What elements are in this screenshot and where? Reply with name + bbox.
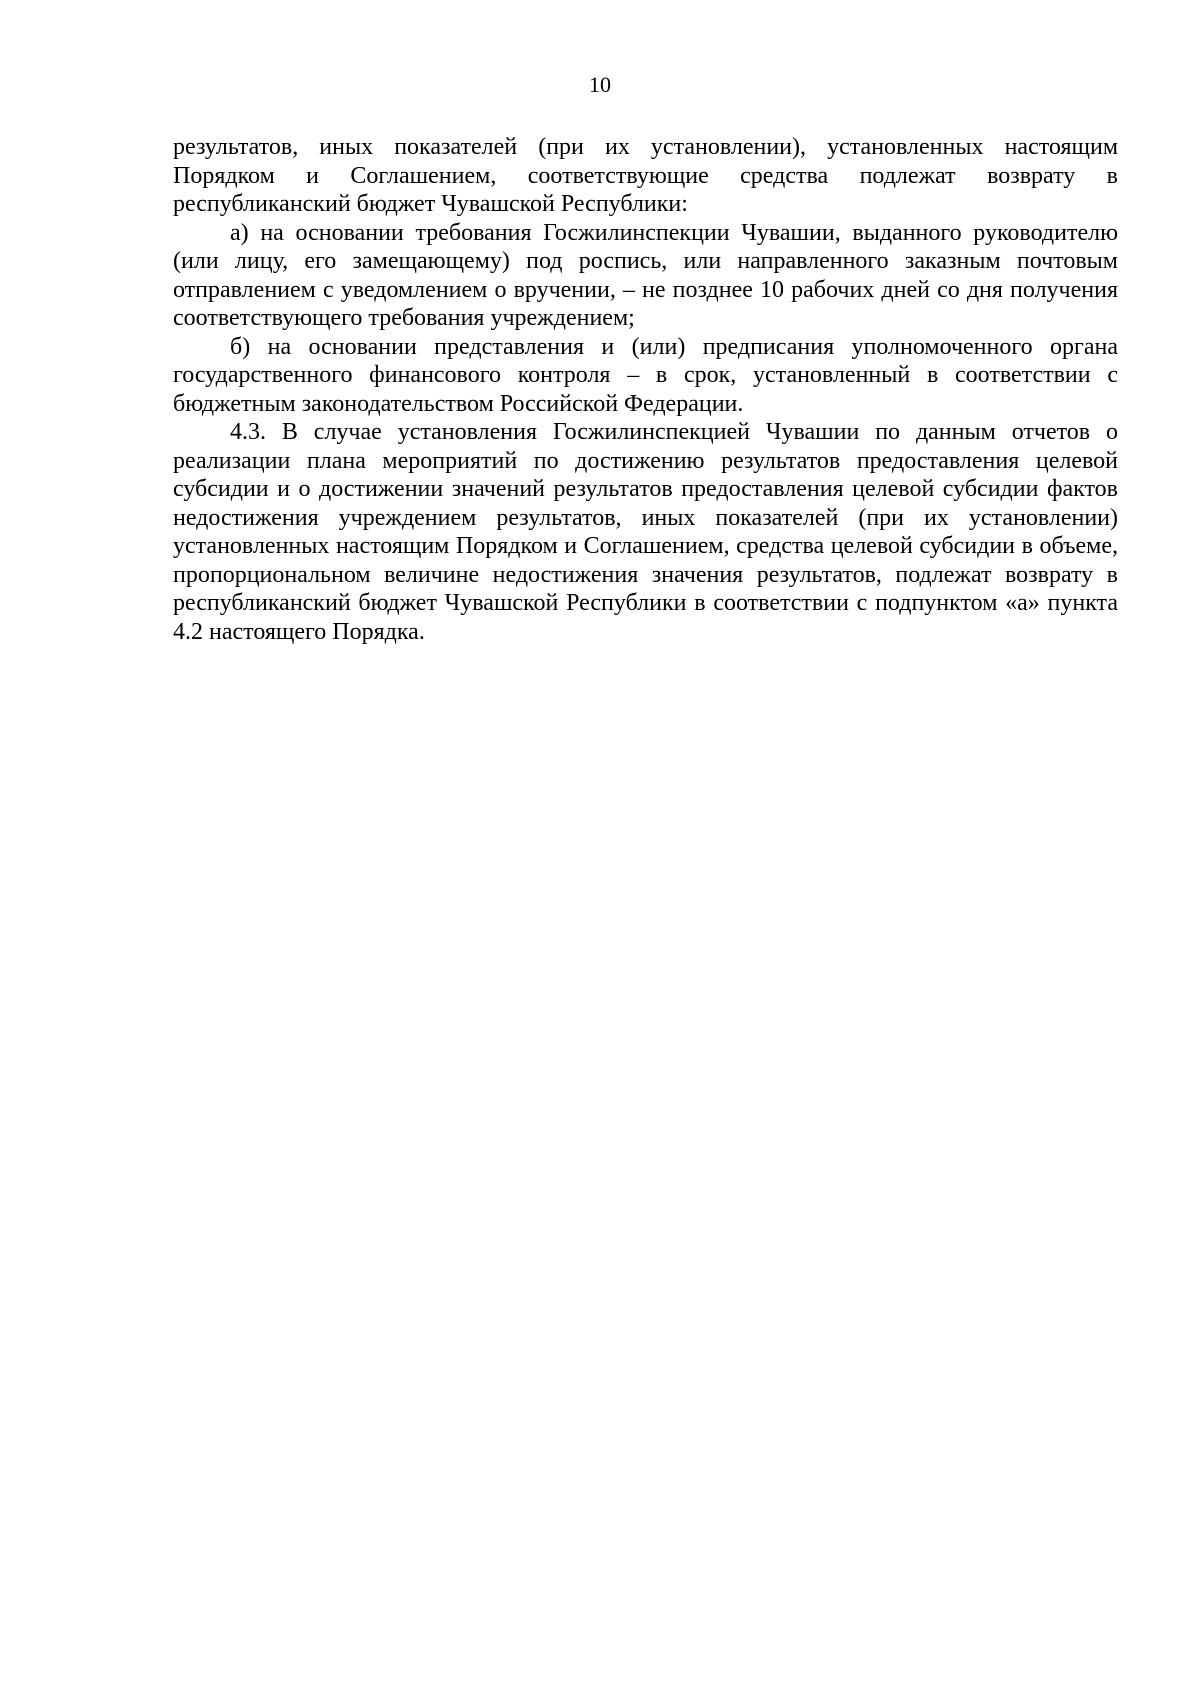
page-number: 10 <box>589 72 611 97</box>
paragraph-item-4-3: 4.3. В случае установления Госжилинспекцией Чувашии по данным отчетов о реализации плана мероприятий по достижению результатов предоставления целевой субсидии и о достижении значений результатов предоставления целевой субсидии фактов недостижения учреждением результатов, иных показателей (при их установлении) установленных настоящим Порядком и Соглашением, средства целевой субсидии в объеме, пропорциональном величине недостижения значения результатов, подлежат возврату в республиканский бюджет Чувашской Республики в соответствии с подпунктом «а» пункта 4.2 настоящего Порядка. <box>173 419 1118 645</box>
paragraph-subitem-a: а) на основании требования Госжилинспекции Чувашии, выданного руководителю (или лицу, его замещающему) под роспись, или направленного заказным почтовым отправлением с уведомлением о вручении, – не позднее 10 рабочих дней со дня получения соответствующего требования учреждением; <box>173 219 1118 331</box>
paragraph-subitem-b: б) на основании представления и (или) предписания уполномоченного органа государственного финансового контроля – в срок, установленный в соответствии с бюджетным законодательством Российской Федерации. <box>173 333 1118 417</box>
document-body <box>173 133 1118 646</box>
paragraph-continuation: результатов, иных показателей (при их установлении), установленных настоящим Порядком и Соглашением, соответствующие средства подлежат возврату в республиканский бюджет Чувашской Республики: <box>173 134 1118 217</box>
